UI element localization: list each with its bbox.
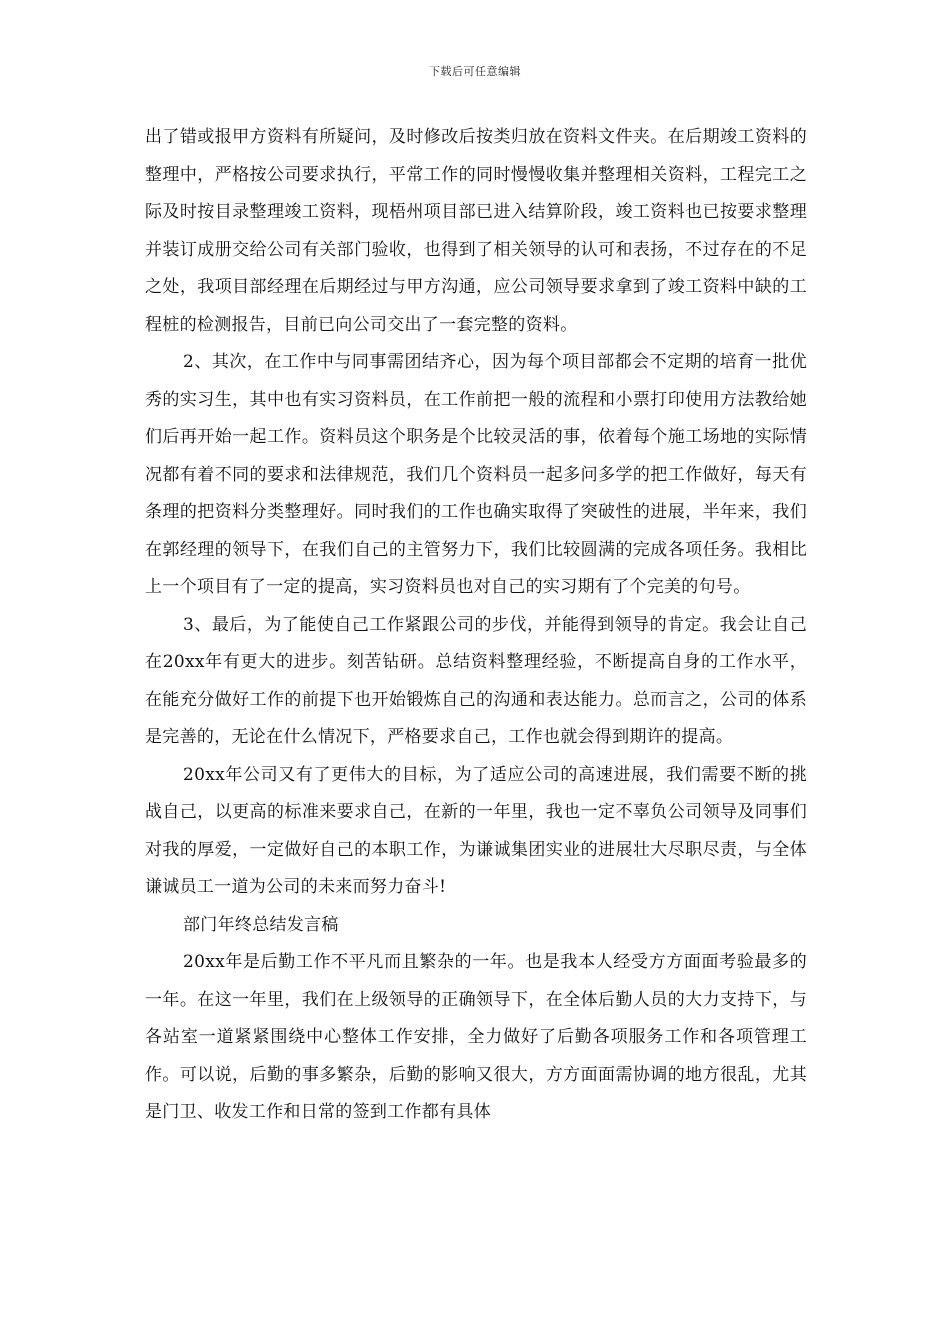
paragraph-1: 出了错或报甲方资料有所疑问，及时修改后按类归放在资料文件夹。在后期竣工资料的整理中，严格按公司要求执行，平常工作的同时慢慢收集并整理相关资料，工程完工之际及时按目录整理竣工资料，现梧州项目部已进入结算阶段，竣工资料也已按要求整理并装订成册交给公司有关部门验收，也得到了相关领导的认可和表扬，不过存在的不足之处，我项目部经理在后期经过与甲方沟通，应公司领导要求拿到了竣工资料中缺的工程桩的检测报告，目前已向公司交出了一套完整的资料。 (145, 127, 807, 335)
paragraph-3: 3、最后，为了能使自己工作紧跟公司的步伐，并能得到领导的肯定。我会让自己在20xx年有更大的进步。刻苦钻研。总结资料整理经验，不断提高自身的工作水平，在能充分做好工作的前提下也开始锻炼自己的沟通和表达能力。总而言之，公司的体系是完善的，无论在什么情况下，严格要求自己，工作也就会得到期许的提高。 (145, 614, 807, 747)
paragraph-2: 2、其次，在工作中与同事需团结齐心，因为每个项目部都会不定期的培育一批优秀的实习生，其中也有实习资料员，在工作前把一般的流程和小票打印使用方法教给她们后再开始一起工作。资料员这个职务是个比较灵活的事，依着每个施工场地的实际情况都有着不同的要求和法律规范，我们几个资料员一起多问多学的把工作做好，每天有条理的把资料分类整理好。同时我们的工作也确实取得了突破性的进展，半年来，我们在郭经理的领导下，在我们自己的主管努力下，我们比较圆满的完成各项任务。我相比上一个项目有了一定的提高，实习资料员也对自己的实习期有了个完美的句号。 (145, 352, 807, 597)
paragraph-5: 20xx年是后勤工作不平凡而且繁杂的一年。也是我本人经受方方面面考验最多的一年。在这一年里，我们在上级领导的正确领导下，在全体后勤人员的大力支持下，与各站室一道紧紧围绕中心整体工作安排，全力做好了后勤各项服务工作和各项管理工作。可以说，后勤的事多繁杂，后勤的影响又很大，方方面面需协调的地方很乱，尤其是门卫、收发工作和日常的签到工作都有具体 (145, 952, 807, 1122)
document-body (145, 119, 807, 1132)
page-header: 下载后可任意编辑 (429, 65, 521, 78)
section-title: 部门年终总结发言稿 (183, 914, 339, 935)
paragraph-4: 20xx年公司又有了更伟大的目标，为了适应公司的高速进展，我们需要不断的挑战自己，以更高的标准来要求自己，在新的一年里，我也一定不辜负公司领导及同事们对我的厚爱，一定做好自己的本职工作，为谦诚集团实业的进展壮大尽职尽责，与全体谦诚员工一道为公司的未来而努力奋斗! (145, 764, 807, 897)
